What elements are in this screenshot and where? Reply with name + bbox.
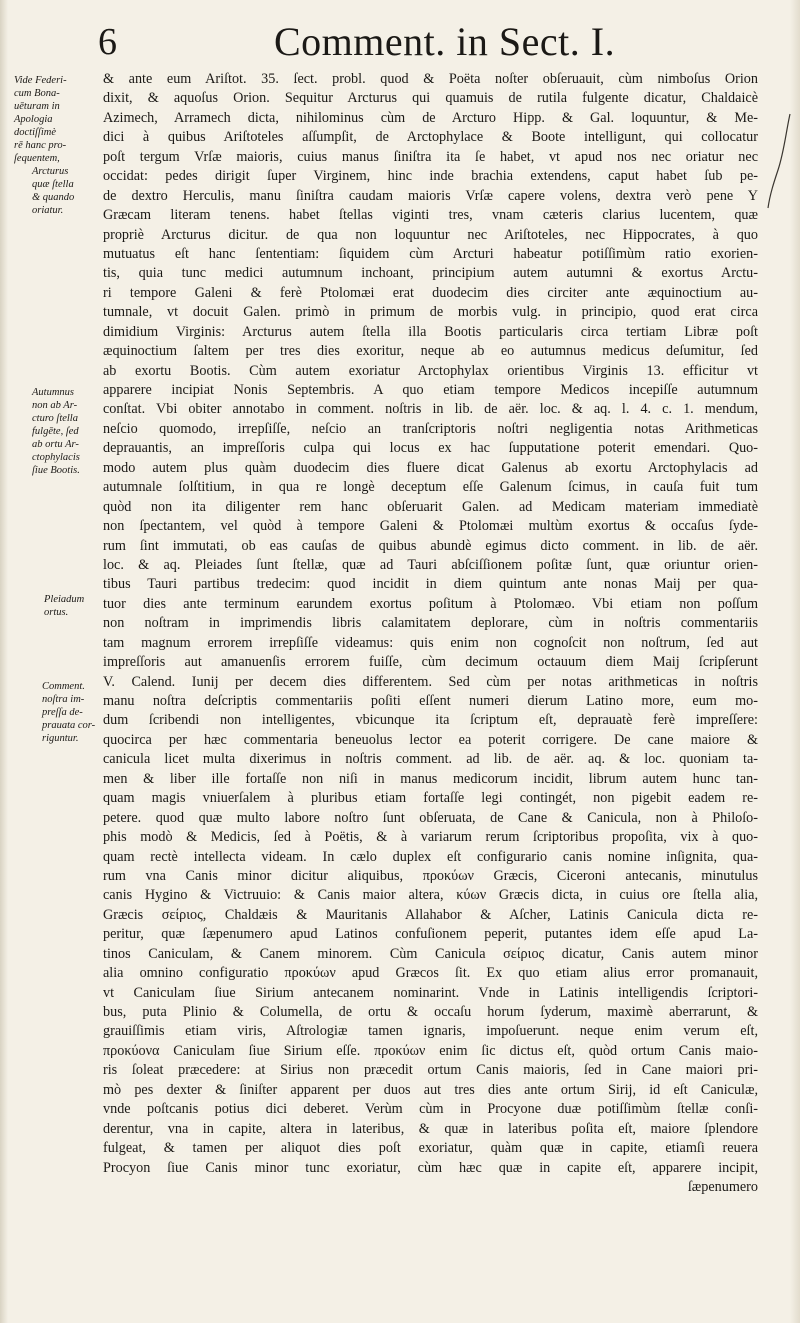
text-line: propriè Arcturus dicitur. de qua non loquuntur nec Ariſtoteles, nec Hippocrates, à quo xyxy=(103,226,758,243)
text-line: æquinoctium ſaltem per tres dies exoritur, neque ab eo autumnus medicus deſumitur, ſed xyxy=(103,343,758,360)
text-line: alia omnino configuratio προκύων apud Græcos ſit. Ex quo etiam alius error promanauit, xyxy=(103,965,758,982)
text-line: tam magnum errorem irrepſiſſe videamus: quis enim non cognoſcit non noſtrum, ſed aut xyxy=(103,634,758,651)
margin-note-line: cum Bona- xyxy=(14,88,60,99)
body-text xyxy=(103,70,758,1197)
text-line: Procyon ſiue Canis minor tunc exoriatur, cùm hæc quæ in capite eſt, apparere incipit, xyxy=(103,1159,758,1176)
text-line: deprauantis, an impreſſoris culpa qui locus ex hac ſupputatione poterit emendari. Quo- xyxy=(103,440,758,457)
margin-note-line: Comment. xyxy=(42,681,85,692)
margin-note-line: Pleiadum xyxy=(44,594,85,605)
text-line: canicula licet multa dixerimus in noſtris comment. ad lib. de aër. aq. & loc. quoniam ta- xyxy=(103,751,758,768)
margin-note-line: cturo ſtella xyxy=(32,413,78,424)
text-line: occidat: pedes dirigit ſuper Virginem, hinc inde brachia extendens, caput habet ſub pe- xyxy=(103,168,758,185)
margin-note-line: preſſa de- xyxy=(42,707,83,718)
margin-note-line: ctophylacis xyxy=(32,452,80,463)
text-line: mutuatus eſt hanc ſententiam: ſiquidem cùm Arcturi habeatur potiſſimùm ratio exorien- xyxy=(103,245,758,262)
margin-note-line: Arcturus xyxy=(32,166,69,177)
text-line: modo autem plus quàm duodecim dies fluere dicat Galenus ab exortu Arctophylacis ad xyxy=(103,459,758,476)
text-line: Græcam literam tenens. habet ſtellas viginti tres, vnam cæteris clarius lucentem, quæ xyxy=(103,207,758,224)
text-line: mò pes dexter & ſiniſter apparent per duos aut tres dies ante ortum Sirij, id eſt Caniculæ, xyxy=(103,1081,758,1098)
text-line: quam rectè intellecta videam. In cælo duplex eſt configurario canis nomine inſignita, qua- xyxy=(103,848,758,865)
text-line: rum ſint immutati, ob eas cauſas de quibus abundè egimus dicto comment. in lib. de aër. xyxy=(103,537,758,554)
text-line: grauiſſimis etiam viris, Aſtrologiæ tamen ignaris, impoſuerunt. neque enim verum eſt, xyxy=(103,1023,758,1040)
text-line: dum ſcribendi non intelligentes, vbicunque ita ſcriptum eſt, deprauatè ferè impreſſere: xyxy=(103,712,758,729)
text-line: vt Caniculam ſiue Sirium antecanem nominarint. Vnde in Latinis intelligendis ſcriptori- xyxy=(103,984,758,1001)
pen-mark xyxy=(764,112,794,212)
text-line: ri tempore Galeni & ferè Ptolomæi erat duodecim dies circiter ante æquinoctium au- xyxy=(103,284,758,301)
page-number: 6 xyxy=(98,21,117,63)
text-line: poſt tergum Vrſæ maioris, cuius manus ſiniſtra ita ſe habet, vt apud nos nec oriatur nec xyxy=(103,148,758,165)
text-line: neſcio quomodo, irrepſiſſe, neſcio an tranſcriptoris noſtri negligentia notas Arithmeticas xyxy=(103,420,758,437)
text-line: de dextro Herculis, manu ſiniſtra caudam maioris Vrſæ capere volens, dextra verò pene Y xyxy=(103,187,758,204)
margin-note-line: riguntur. xyxy=(42,733,79,744)
text-line: dimidium Virginis: Arcturus autem ſtella illa Bootis particularis circa tertiam Libræ poſt xyxy=(103,323,758,340)
text-line: προκύονα Caniculam ſiue Sirium eſſe. προκύων enim ſic dictus eſt, quòd ortum Canis maio- xyxy=(103,1042,758,1059)
text-line: quòd non ita diligenter rem hanc obſeruarit Galen. ad Medicam materiam immediatè xyxy=(103,498,758,515)
text-line: fulgeat, & tamen per aliquot dies poſt exoriatur, quàm quæ in capite, etiamſi reuera xyxy=(103,1140,758,1157)
margin-note-line: & quando xyxy=(32,192,75,203)
margin-note-line: Apologia xyxy=(14,114,53,125)
text-line: phis modò & Medicis, ſed à Poëtis, & à variarum rerum ſcriptoribus propoſita, vix à quo- xyxy=(103,829,758,846)
margin-note-line: ab ortu Ar- xyxy=(32,439,79,450)
text-line: vnde poſtcanis potius dici deberet. Verùm cùm in Procyone duæ potiſſimùm ſtellæ conſi- xyxy=(103,1101,758,1118)
margin-note-line: fulgēte, ſed xyxy=(32,426,79,437)
catchword: ſæpenumero xyxy=(687,1178,758,1195)
text-line: apparere incipiat Nonis Septembris. A quo etiam tempore Medicos incepiſſe autumnum xyxy=(103,382,758,398)
margin-note-line: noſtra im- xyxy=(42,694,85,705)
text-line: rum vna Canis minor dicitur aliquibus, προκύων Græcis, Ciceroni antecanis, minutulus xyxy=(103,867,758,884)
text-line: non noſtram in imprimendis libris calamitatem deplorare, cùm in noſtris commentariis xyxy=(103,615,758,632)
text-line: non ſpectantem, vel quòd à tempore Galeni & Ptolomæi multùm exortus & occaſus ſyde- xyxy=(103,518,758,535)
text-line: tinos Caniculam, & Canem minorem. Cùm Canicula σείριος dicatur, Canis autem minor xyxy=(103,945,758,962)
margin-note-line: ortus. xyxy=(44,607,69,618)
margin-note-line: Autumnus xyxy=(32,387,74,398)
text-line: canis Hygino & Victruuio: & Canis maior altera, κύων Græcis dicta, in cuius ore ſtella alia, xyxy=(103,887,758,904)
page-edge-shadow xyxy=(0,0,8,1323)
text-line: tuor dies ante terminum earundem exortus poſitum à Ptolomæo. Vbi etiam non poſſum xyxy=(103,595,758,612)
text-line: manu noſtra deſcriptis commentariis poſiti eſſent numeri dierum Latino more, eum mo- xyxy=(103,693,758,709)
margin-note-line: oriatur. xyxy=(32,205,64,216)
text-line: ab exortu Bootis. Cùm autem exoriatur Arctophylax orientibus Virginis 13. efficitur vt xyxy=(103,362,758,379)
margin-notes xyxy=(14,0,98,1323)
running-title: Comment. in Sect. I. xyxy=(274,19,616,64)
text-line: quam magis vniuerſalem à pluribus etiam fortaſſe legi contingét, non pigebit eadem re- xyxy=(103,790,758,807)
margin-note-line: doctiſſimè xyxy=(14,127,56,138)
text-line: peritur, quæ ſæpenumero apud Latinos confuſionem peperit, putantes idem eſſe apud La- xyxy=(103,926,758,943)
page-header xyxy=(0,14,800,74)
margin-note-line: ſequentem, xyxy=(14,153,60,164)
margin-note xyxy=(14,74,98,165)
text-line: loc. & aq. Pleiades ſunt ſtellæ, quæ ad Tauri abſciſſionem poſitæ ſunt, quæ oriuntur orien- xyxy=(103,556,758,573)
text-line: tis, quia tunc medici autumnum inchoant, principium autem autumni & exortus Arctu- xyxy=(103,265,758,282)
text-line: autumnale ſolſtitium, in qua re longè deceptum eſſe Galenum ſcimus, in cauſa fuit tum xyxy=(103,479,758,496)
margin-note-line: rē hanc pro- xyxy=(14,140,67,151)
margin-note-line: prauata cor- xyxy=(42,720,96,731)
text-line: impreſſoris aut amanuenſis errorem fuiſſe, cùm decimum octauum diem Maij ſcripſerunt xyxy=(103,654,758,671)
text-line: quocirca per hæc commentaria beneuolus lector ea poterit corrigere. De cane maiore & xyxy=(103,731,758,748)
text-line: tibus Tauri partibus tredecim: quod incidit in diem quintum ante nonas Maij per qua- xyxy=(103,576,758,593)
margin-note-line: non ab Ar- xyxy=(32,400,78,411)
text-line: tumnale, vt docuit Galen. primò in primum de morbis vulg. in principio, quod erat circa xyxy=(103,304,758,321)
margin-note-line: Vide Federi- xyxy=(14,75,67,86)
margin-note-line: ſiue Bootis. xyxy=(32,465,80,476)
margin-note-line: uēturam in xyxy=(14,101,60,112)
text-line: petere. quod quæ multo labore noſtro ſunt obſeruata, de Cane & Canicula, non à Philoſo- xyxy=(103,809,758,826)
text-line: V. Calend. Iunij per decem dies differentem. Sed cùm per notas arithmeticas in noſtris xyxy=(103,673,758,690)
text-line: Græcis σείριος, Chaldæis & Mauritanis Allahabor & Aſcher, Latinis Canicula dicta re- xyxy=(103,906,758,923)
text-line: Azimech, Arramech dicta, nihilominus cùm de Arcturo Hipp. & Gal. loquuntur, & Me- xyxy=(103,109,758,126)
text-line: conſtat. Vbi obiter annotabo in comment. noſtris in lib. de aër. loc. & aq. l. 4. c. 1. mendum, xyxy=(103,401,758,418)
text-line: & ante eum Ariſtot. 35. ſect. probl. quod & Poëta noſter obſeruauit, cùm nimboſus Orion xyxy=(103,71,758,87)
text-line: ris ſoleat præcedere: at Sirius non præcedit ortum Canis maioris, ſed in Cane maiori pri- xyxy=(103,1062,758,1079)
text-line: bus, puta Plinio & Columella, de ortu & occaſu horum ſyderum, maximè aberrarunt, & xyxy=(103,1004,758,1020)
text-line: men & liber ille fortaſſe non niſi in manus medicorum incidit, librum autem hunc tan- xyxy=(103,770,758,787)
text-line: dixit, & aquoſus Orion. Sequitur Arcturus qui quamuis de rutila fulgente dicatur, Chaldaicè xyxy=(103,90,758,107)
text-line: derentur, vna in capite, altera in lateribus, & quæ in lateribus poſita eſt, maiore ſplendore xyxy=(103,1120,758,1137)
margin-note-line: quæ ſtella xyxy=(32,179,74,190)
text-line: dici à quibus Ariſtoteles aſſumpſit, de Arctophylace & Boote intelligunt, qui collocatur xyxy=(103,129,758,146)
